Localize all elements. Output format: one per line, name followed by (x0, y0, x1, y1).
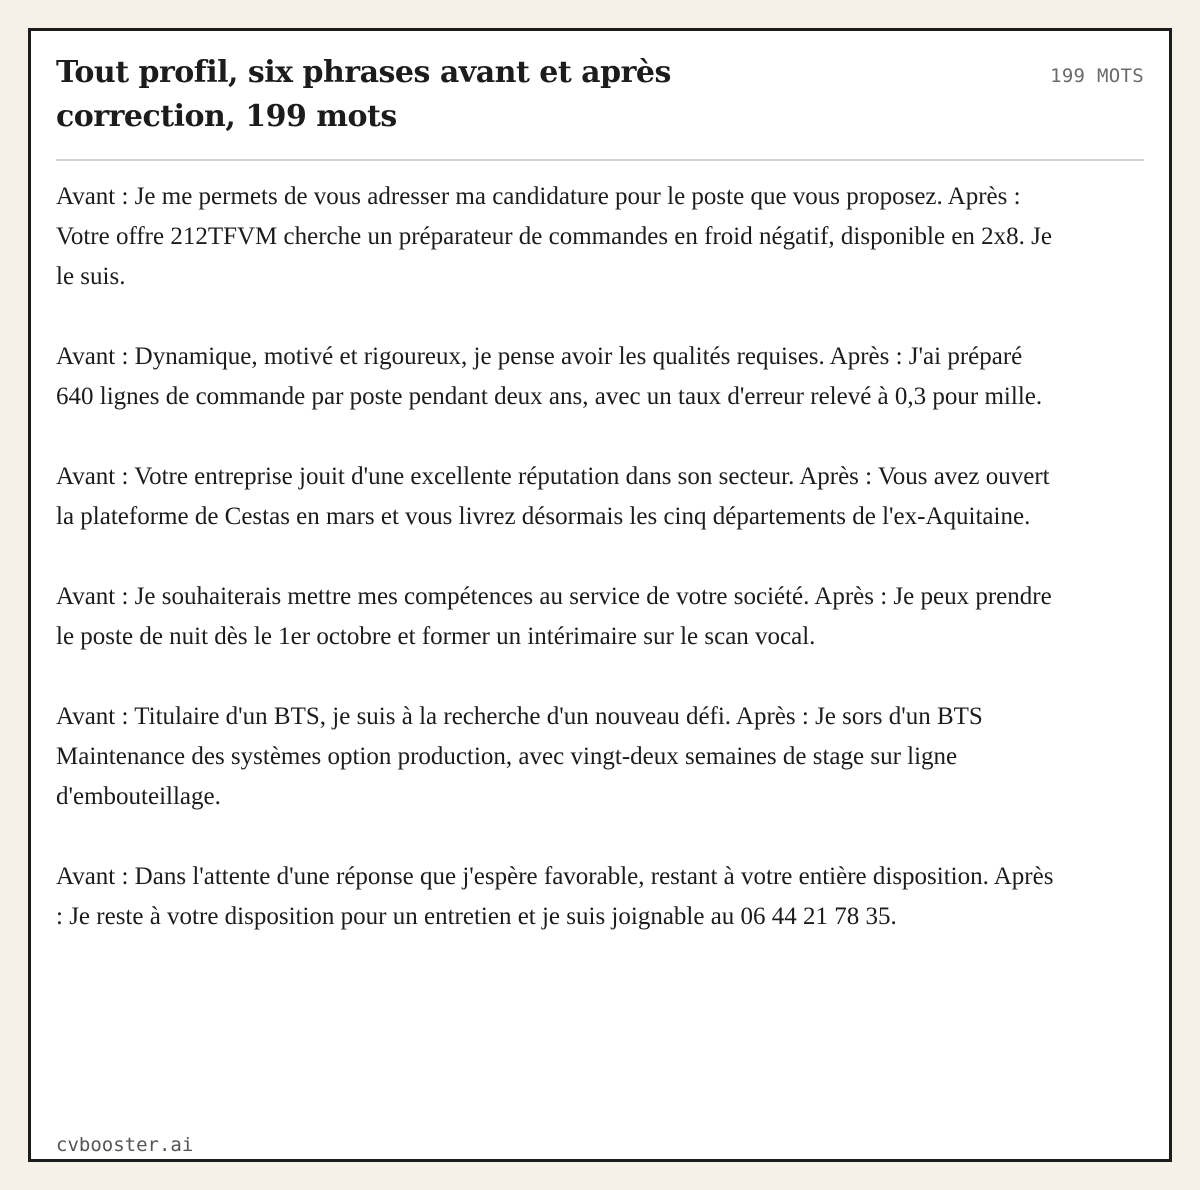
paragraph-4: Avant : Je souhaiterais mettre mes compétences au service de votre société. Après : Je peux prendre le poste de nuit dès le 1er octobre et former un intérimaire sur le scan vocal. (56, 583, 1052, 650)
paragraph-2: Avant : Dynamique, motivé et rigoureux, je pense avoir les qualités requises. Après : J'ai préparé 640 lignes de commande par poste pendant deux ans, avec un taux d'erreur relevé à 0,3 pour mille. (56, 343, 1043, 410)
footer-brand: cvbooster.ai (56, 1134, 194, 1156)
paragraph-5: Avant : Titulaire d'un BTS, je suis à la recherche d'un nouveau défi. Après : Je sors d'un BTS Maintenance des systèmes option production, avec vingt-deux semaines de stage sur ligne d'embouteillage. (56, 703, 983, 810)
paragraph-6: Avant : Dans l'attente d'une réponse que j'espère favorable, restant à votre entière disposition. Après : Je reste à votre disposition pour un entretien et je suis joignable au 06 44 21 78 35. (56, 863, 1054, 930)
card-title: Tout profil, six phrases avant et après correction, 199 mots (56, 55, 671, 134)
word-count-badge: 199 MOTS (1050, 65, 1144, 87)
paragraph-3: Avant : Votre entreprise jouit d'une excellente réputation dans son secteur. Après : Vous avez ouvert la plateforme de Cestas en mars et vous livrez désormais les cinq départements de l'ex-Aquitaine. (56, 463, 1050, 530)
letter-card (28, 28, 1172, 1162)
paragraph-1: Avant : Je me permets de vous adresser ma candidature pour le poste que vous proposez. Après : Votre offre 212TFVM cherche un préparateur de commandes en froid négatif, disponible en 2x8. Je le suis. (56, 183, 1052, 290)
card-body (56, 177, 1056, 977)
title-divider (56, 159, 1144, 161)
